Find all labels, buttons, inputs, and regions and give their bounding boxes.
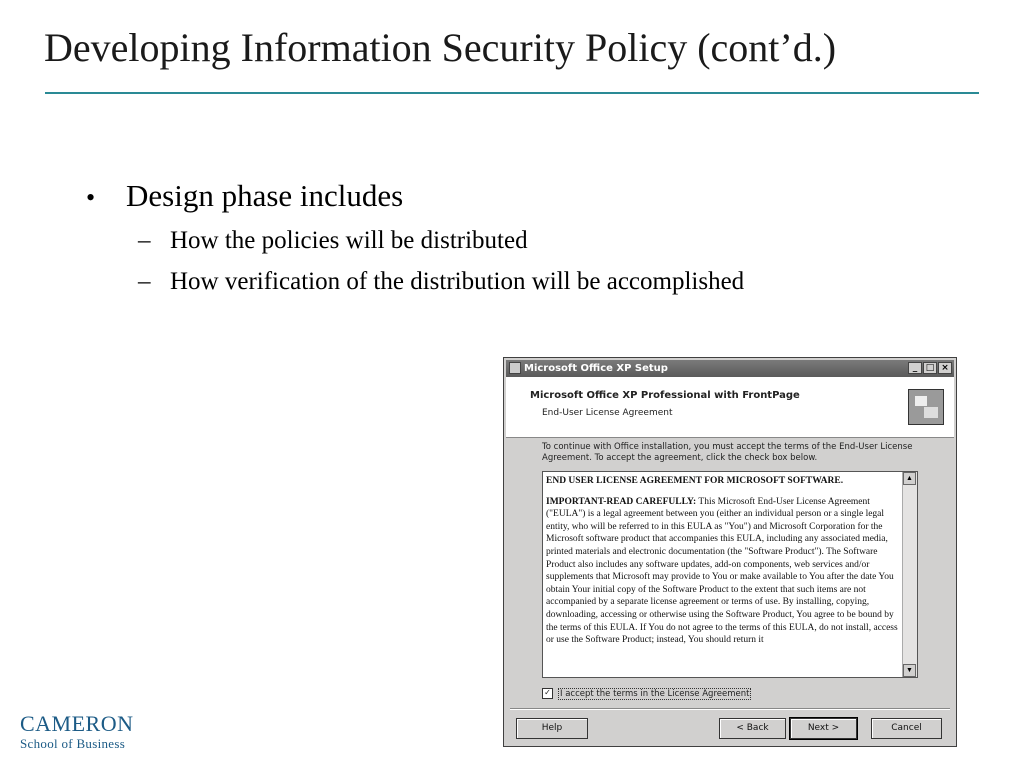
cameron-logo xyxy=(20,712,134,752)
minimize-icon[interactable]: _ xyxy=(908,362,922,374)
cancel-button[interactable]: Cancel xyxy=(871,718,942,739)
back-button[interactable]: < Back xyxy=(719,718,786,739)
dialog-title: Microsoft Office XP Setup xyxy=(524,363,668,374)
bullet-dot-icon: • xyxy=(86,183,96,212)
dialog-titlebar xyxy=(506,360,954,377)
eula-heading: END USER LICENSE AGREEMENT FOR MICROSOFT SOFTWARE. xyxy=(546,476,844,486)
dialog-header xyxy=(506,377,954,438)
dash-icon: – xyxy=(138,227,151,254)
eula-scrollbar[interactable] xyxy=(902,472,917,677)
bullet-design-phase xyxy=(86,176,403,218)
close-icon[interactable]: × xyxy=(938,362,952,374)
accept-terms-row[interactable] xyxy=(542,688,751,700)
accept-checkbox[interactable]: ✓ xyxy=(542,688,553,699)
window-controls xyxy=(908,362,952,374)
subbullet-text: How verification of the distribution will be accomplished xyxy=(170,268,745,295)
subbullet-distribution xyxy=(138,225,528,257)
scroll-down-arrow-icon[interactable]: ▼ xyxy=(903,664,916,677)
next-button[interactable]: Next > xyxy=(790,718,857,739)
puzzle-icon xyxy=(908,389,944,425)
logo-school: School of Business xyxy=(20,736,126,751)
eula-important-label: IMPORTANT-READ CAREFULLY: xyxy=(546,496,697,507)
eula-body: This Microsoft End-User License Agreement ("EULA") is a legal agreement between you (either an individual person or a single legal entity, who will be referred to in this EULA as "You") and Microsoft Corporation for the Microsoft software product that accompanies this EULA, including any associated media, printed materials and electronic documentation (the "Software Product"). The Software Product also includes any software updates, add-on components, web services and/or supplements that Microsoft may provide to You or make available to You after the date You obtain Your initial copy of the Software Product to the extent that such items are not accompanied by a separate license agreement or terms of use. By installing, copying, downloading, accessing or otherwise using the Software Product, You agree to be bound by the terms of this EULA. If You do not agree to the terms of this EULA, do not install, access or use the Software Product; instead, You should return it xyxy=(546,496,898,646)
eula-textbox[interactable] xyxy=(542,471,918,678)
slide-title: Developing Information Security Policy (cont’d.) xyxy=(44,25,837,70)
bullet-text: Design phase includes xyxy=(126,178,404,213)
scroll-up-arrow-icon[interactable]: ▲ xyxy=(903,472,916,485)
dash-icon: – xyxy=(138,268,151,295)
step-subtitle: End-User License Agreement xyxy=(542,408,673,418)
logo-name: CAMERON xyxy=(20,711,134,736)
help-button[interactable]: Help xyxy=(516,718,588,739)
subbullet-text: How the policies will be distributed xyxy=(170,227,528,254)
accept-label[interactable]: I accept the terms in the License Agreement xyxy=(560,689,750,699)
button-separator xyxy=(510,708,950,710)
setup-app-icon xyxy=(509,362,521,374)
title-divider xyxy=(45,92,979,94)
setup-dialog-screenshot xyxy=(503,357,957,747)
subbullet-verification xyxy=(138,266,744,298)
maximize-icon[interactable]: □ xyxy=(923,362,937,374)
intro-text: To continue with Office installation, you must accept the terms of the End-User License Agreement. To accept the agreement, click the check box below. xyxy=(542,442,913,463)
product-title: Microsoft Office XP Professional with FrontPage xyxy=(530,390,800,401)
